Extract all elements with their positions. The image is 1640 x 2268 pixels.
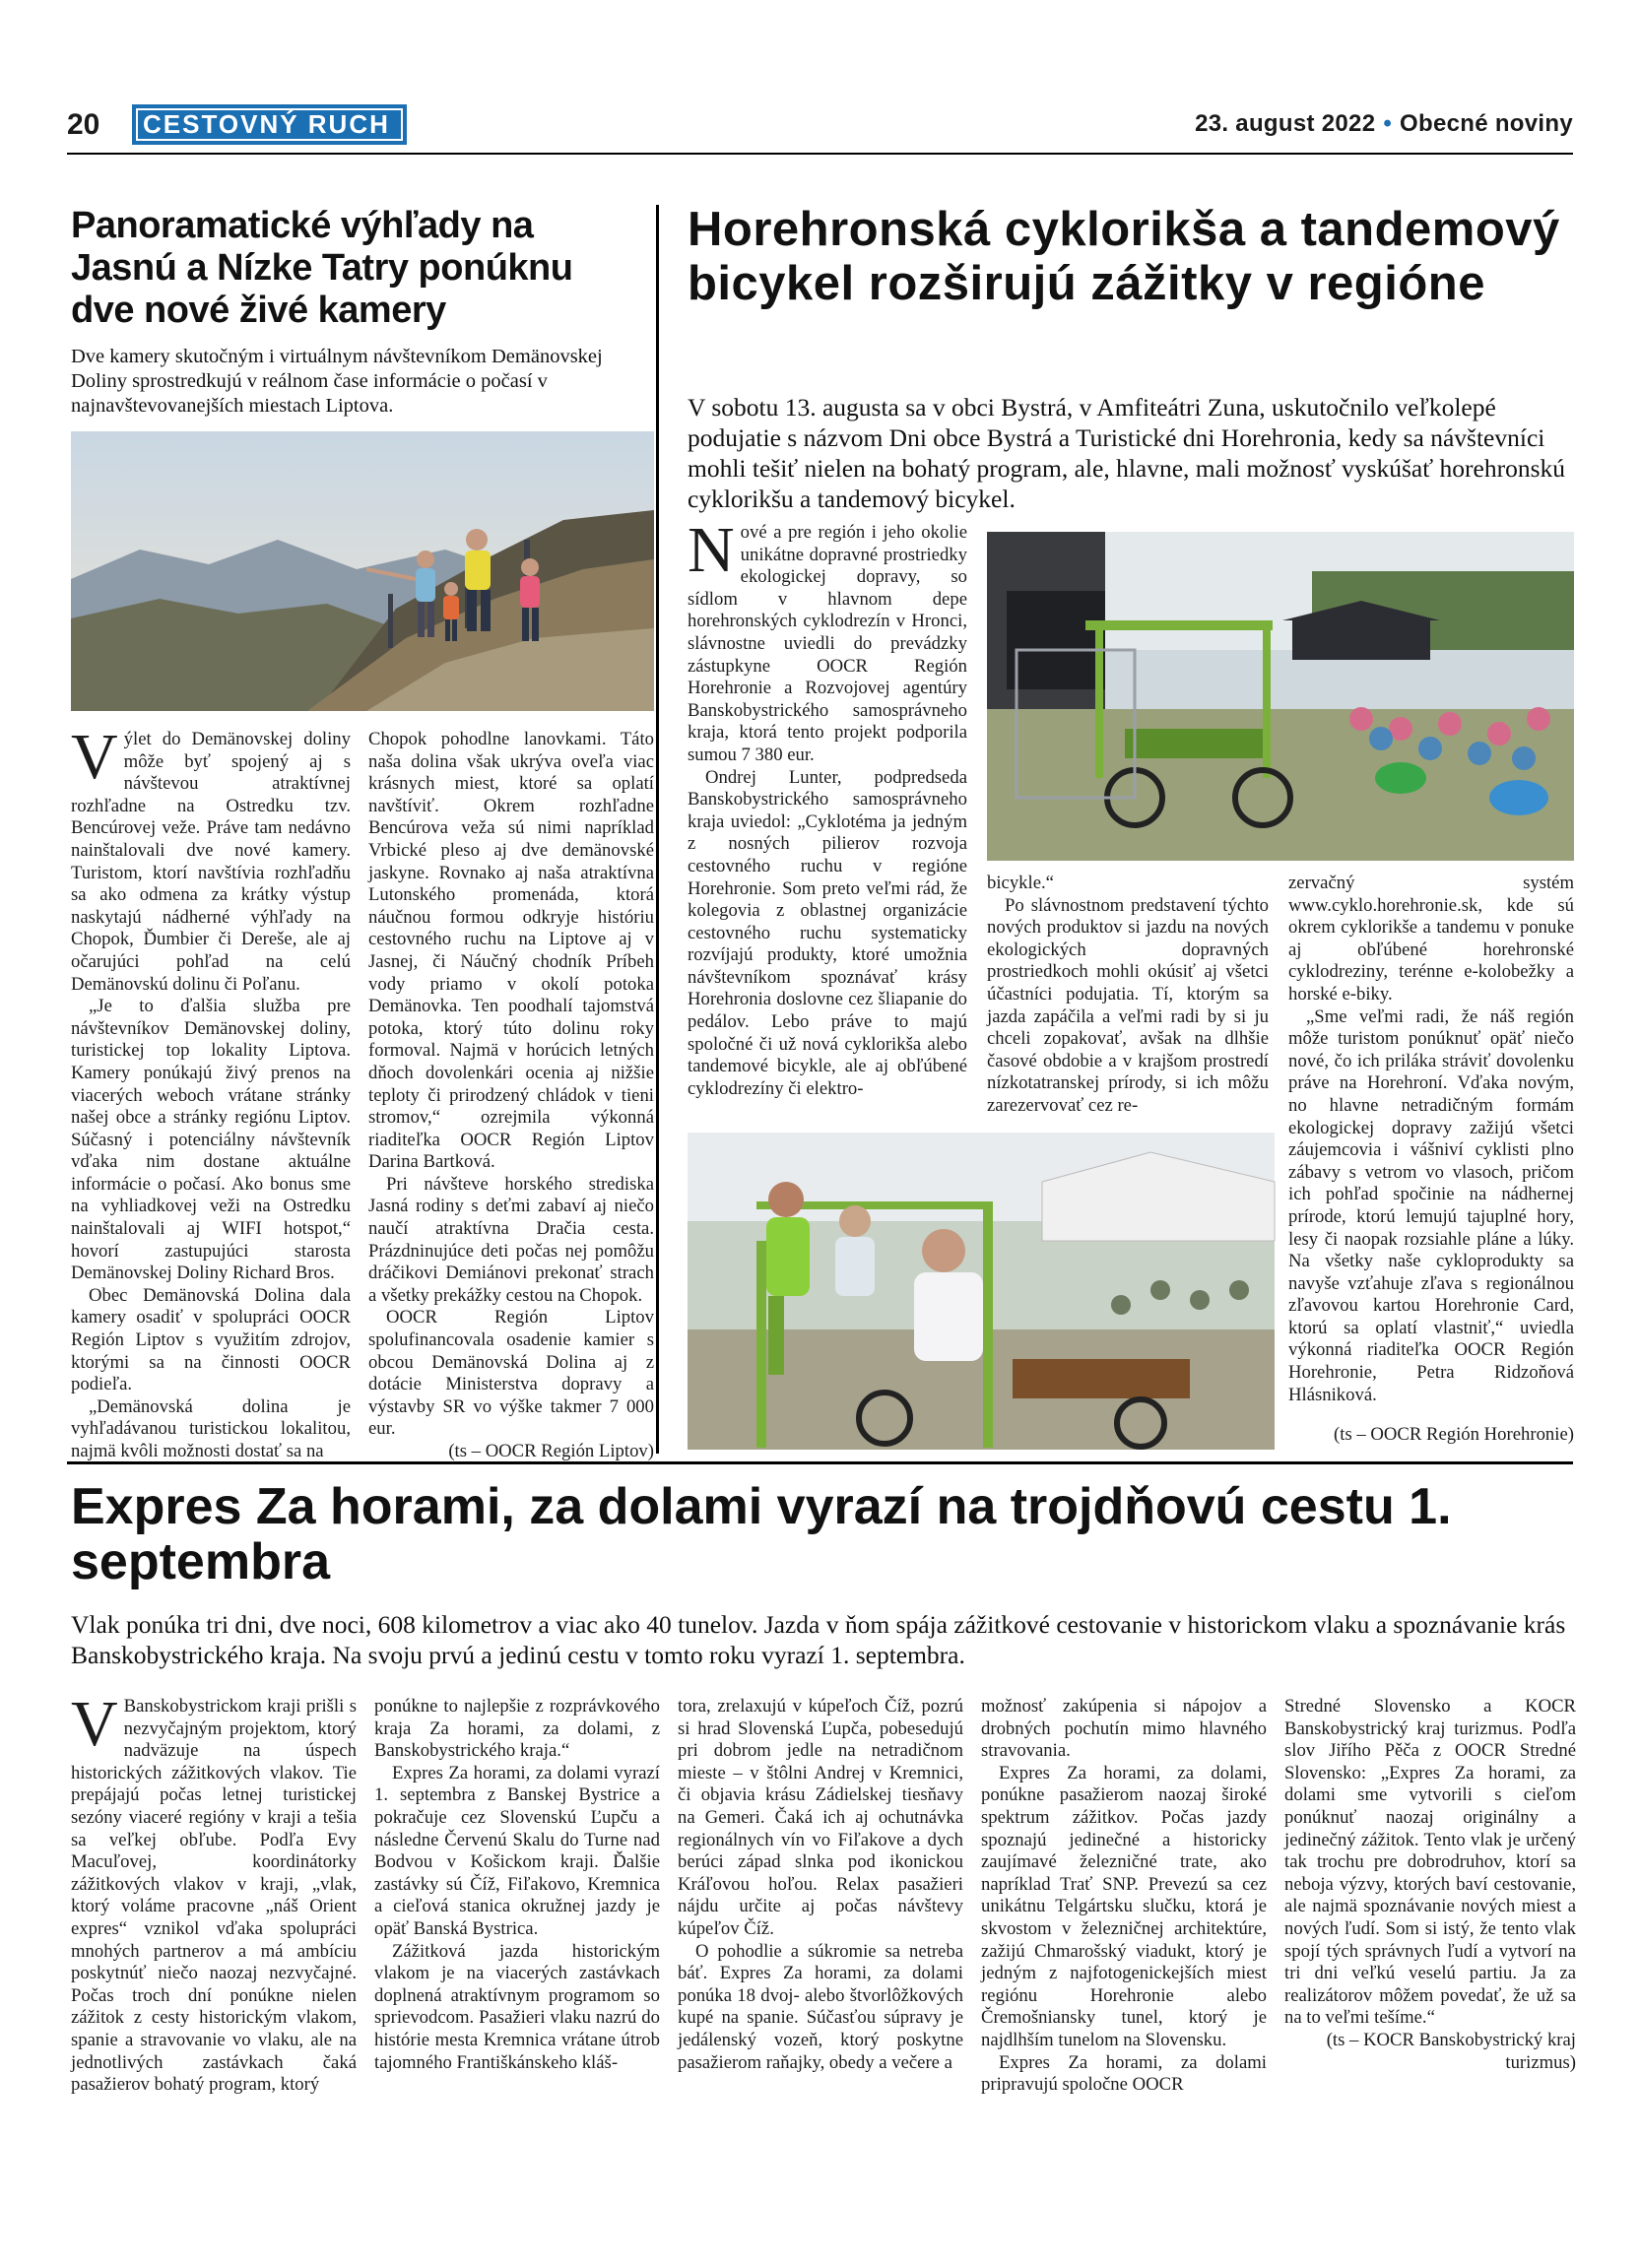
page-number: 20	[67, 108, 100, 141]
drop-cap: V	[71, 1688, 118, 1760]
paragraph-text: ýlet do Demänovskej doliny môže byť spojený aj s návštevou atraktívnej rozhľadne na Ostredku tzv. Bencúrovej veže. Práve tam nedávno nainštalovali dve nové kamery. Turistom, ktorí navštívia rozhľadňu sa ako odmena za krátky výstup naskytajú nádherné výhľady na Chopok, Ďumbier či Dereše, ale aj očarujúci pohľad na celú Demänovskú dolinu či Poľanu.	[71, 729, 351, 995]
paragraph: Zážitková jazda historickým vlakom je na viacerých zastávkach doplnená atraktívnym programom so sprievodcom. Pasažieri vlaku nazrú do histórie mesta Kremnica vrátane útrob tajomného Františkánskeho kláš-	[374, 1940, 660, 2073]
paragraph: OOCR Región Liptov spolufinancovala osadenie kamier s obcou Demänovská Dolina aj z dotácie Ministerstva dopravy a výstavby SR vo výške takmer 7 000 eur.	[368, 1307, 654, 1440]
paragraph: „Demänovská dolina je vyhľadávanou turistickou lokalitou, najmä kvôli možnosti dostať sa na	[71, 1395, 351, 1461]
hikers-photo	[71, 431, 654, 711]
article-bottom-column-1	[71, 1688, 357, 2208]
tandem-bike-riders-illustration	[688, 1133, 1275, 1450]
hikers-on-ridge-illustration	[71, 431, 654, 711]
article-bottom-title: Expres Za horami, za dolami vyrazí na trojdňovú cestu 1. septembra	[71, 1478, 1452, 1590]
article-left-title: Panoramatické výhľady na Jasnú a Nízke Tatry ponúknu dve nové živé kamery	[71, 205, 573, 331]
publication-name: Obecné noviny	[1400, 110, 1573, 137]
section-label: CESTOVNÝ RUCH	[132, 104, 407, 145]
drop-cap: N	[688, 514, 735, 586]
paragraph-text: Banskobystrickom kraji prišli s nezvyčajným projektom, ktorý nadväzuje na úspech historických zážitkových vlakov. Tie prepájajú počas letnej turistickej sezóny viaceré regióny v kraji a tešia sa veľkej obľube. Podľa Evy Macuľovej, koordinátorky zážitkových vlakov v kraji, „vlak, ktorý voláme pracovne „náš Orient expres“ vznikol vďaka spolupráci mnohých partnerov a má ambíciu poskytnúť niečo naozaj nezvyčajné. Počas troch dní ponúkne nielen zážitok z cesty historickým vlakom, spanie a stravovanie vo vlaku, ale na jednotlivých zastávkach čaká pasažierov bohatý program, ktorý	[71, 1696, 357, 2096]
tandem-bike-photo	[688, 1133, 1275, 1450]
paragraph: bicykle.“	[987, 873, 1054, 893]
article-credit: (ts – OOCR Región Liptov)	[448, 1441, 654, 1461]
article-right-column-3	[1288, 873, 1574, 1424]
paragraph: Expres Za horami, za dolami vyrazí 1. septembra z Banskej Bystrice a pokračuje cez Slovenskú Ľupču a následne Červenú Skalu do Turne nad Bodvou v Košickom kraji. Ďalšie zastávky sú Číž, Fiľakovo, Kremnica a cieľová stanica okružnej jazdy je opäť Banská Bystrica.	[374, 1762, 660, 1939]
paragraph-text: ové a pre región i jeho okolie unikátne dopravné prostriedky ekologickej dopravy, so sídlom v hlavnom depe horehronských cyklodrezín v Hronci, slávnostne uviedli do prevádzky zástupkyne OOCR Región Horehronie a Rozvojovej agentúry Banskobystrického samosprávneho kraja, ktorá tento projekt podporila sumou 7 380 eur.	[688, 522, 967, 765]
rickshaw-at-festival-illustration	[987, 532, 1574, 861]
paragraph	[71, 721, 351, 996]
paragraph	[71, 1688, 357, 2097]
article-left-lead: Dve kamery skutočným i virtuálnym návštevníkom Demänovskej Doliny sprostredkujú v reálnom čase informácie o počasí v najnavštevovanejších miestach Liptova.	[71, 346, 603, 417]
rickshaw-photo	[987, 532, 1574, 861]
article-credit: (ts – OOCR Región Horehronie)	[1334, 1424, 1574, 1445]
article-right-column-1	[688, 514, 967, 1125]
paragraph: Obec Demänovská Dolina dala kamery osadiť v spolupráci OOCR Región Liptov s využitím zdrojov, ktorými sa na činnosti OOCR podieľa.	[71, 1284, 351, 1395]
paragraph: tora, zrelaxujú v kúpeľoch Číž, pozrú si hrad Slovenská Ľupča, pobesedujú pri dobrom jedle na netradičnom mieste – v štôlni Andrej v Kremnici, či objavia krásu Zádielskej tiesňavy na Gemeri. Čaká ich aj ochutnávka regionálnych vín vo Fiľakove a dych berúci západ slnka pod ikonickou Kráľovou hoľou. Relax pasažieri nájdu určite aj počas návštevy kúpeľov Číž.	[678, 1696, 963, 1939]
article-right-title: Horehronská cyklorikša a tandemový bicykel rozširujú zážitky v regióne	[688, 203, 1560, 310]
column-divider	[656, 205, 659, 1454]
paragraph: „Je to ďalšia služba pre návštevníkov Demänovskej doliny, turistickej top lokality Liptova. Kamery ponúkajú živý prenos na viacerých weboch vrátane stránky našej obce a stránky regiónu Liptov. Súčasný i potenciálny návštevník vďaka nim dostane aktuálne informácie o počasí. Ako bonus sme na vyhliadkovej veži na Ostredku nainštalovali aj WIFI hotspot,“ hovorí zastupujúci starosta Demänovskej Doliny Richard Bros.	[71, 996, 351, 1284]
article-credit: (ts – KOCR Banskobystrický kraj turizmus)	[1326, 2029, 1576, 2073]
article-right-lead: V sobotu 13. augusta sa v obci Bystrá, v Amfiteátri Zuna, uskutočnilo veľkolepé podujatie s názvom Dni obce Bystrá a Turistické dni Horehronia, kedy sa návštevníci mohli tešiť nielen na bohatý program, ale, hlavne, mali možnosť vyskúšať horehronskú cyklorikšu a tandemový bicykel.	[688, 393, 1565, 513]
separator-dot: •	[1383, 110, 1393, 137]
article-bottom-column-3	[678, 1696, 963, 2208]
paragraph: Chopok pohodlne lanovkami. Táto naša dolina však ukrýva oveľa viac krásnych miest, ktoré sa oplatí navštíviť. Okrem rozhľadne Bencúrova veža sú nimi napríklad Vrbické pleso aj dve demänovské jaskyne. Rovnako aj naša atraktívna Lutonského promenáda, ktorá náučnou formou odkryje históriu cestovného ruchu na Liptove aj v Jasnej, či Náučný chodník Príbeh vody priamo v okolí potoka Demänovka. Ten poodhalí tajomstvá potoka, ktorý túto dolinu roky formoval. Najmä v horúcich letných dňoch dovolenkári ocenia aj nižšie teploty či prirodzený chládok v tieni stromov,“ ozrejmila výkonná riaditeľka OOCR Región Liptov Darina Bartková.	[368, 729, 654, 1173]
paragraph: ponúkne to najlepšie z rozprávkového kraja Za horami, za dolami, z Banskobystrického kraja.“	[374, 1696, 660, 1762]
header-rule	[67, 153, 1573, 155]
issue-info	[1195, 110, 1573, 138]
paragraph: možnosť zakúpenia si nápojov a drobných pochutín mimo hlavného stravovania.	[981, 1696, 1267, 1762]
paragraph: Pri návšteve horského strediska Jasná rodiny s deťmi zabaví aj niečo naučí atraktívna Dračia cesta. Prázdninujúce deti počas nej pomôžu dráčikovi Demiánovi prekonať strach a všetky prekážky cestou na Chopok.	[368, 1173, 654, 1306]
paragraph: Stredné Slovensko a KOCR Banskobystrický kraj turizmus. Podľa slov Jiřího Pěča z OOCR Stredné Slovensko: „Expres Za horami, za dolami sme vytvorili s cieľom ponúknuť naozaj originálny a jedinečný zážitok. Tento vlak je určený tak trochu pre dobrodruhov, ktorí sa neboja výzvy, ktorých baví cestovanie, ale najmä spoznávanie nových miest a nových ľudí. Som si istý, že tento vlak spojí tých správnych ľudí a vytvorí na tri dni veľkú veselú partiu. Ja za realizátorov môžem povedať, že už sa na to veľmi tešíme.“	[1284, 1696, 1576, 2029]
paragraph: Ondrej Lunter, podpredseda Banskobystrického samosprávneho kraja uviedol: „Cyklotéma ja jedným z nosných pilierov rozvoja cestovného ruchu v regióne Horehronie. Som preto veľmi rád, že kolegovia z oblastnej organizácie cestovného ruchu systematicky rozvíjajú produkty, ktoré umožnia návštevníkom spoznávať krásy Horehronia doslovne cez šliapanie do pedálov. Lebo práve to majú spoločné či už nová cyklorikša alebo tandemové bicykle, ale aj obľúbené cyklodrezíny či elektro-	[688, 766, 967, 1099]
paragraph: zervačný systém www.cyklo.horehronie.sk, kde sú okrem cyklorikše a tandemu v ponuke aj obľúbené horehronské cyklodreziny, terénne e-kolobežky a horské e-biky.	[1288, 873, 1574, 1004]
article-bottom-column-2	[374, 1696, 660, 2208]
paragraph: O pohodlie a súkromie sa netreba báť. Expres Za horami, za dolami ponúka 18 dvoj- alebo štvorlôžkových kupé na spanie. Súčasťou súpravy je jedálenský vozeň, ktorý poskytne pasažierom raňajky, obedy a večere a	[678, 1940, 963, 2073]
paragraph: Po slávnostnom predstavení týchto nových produktov si jazdu na nových ekologických dopravných prostriedkoch mohli okúsiť aj všetci účastníci podujatia. Tí, ktorým sa jazda zapáčila a veľmi radi by si ju chceli zopakovať, avšak na dlhšie časové obdobie a v krajšom prostredí nízkotatranskej prírody, si ich môžu zarezervovať cez re-	[987, 894, 1269, 1116]
paragraph: Expres Za horami, za dolami pripravujú spoločne OOCR	[981, 2051, 1267, 2096]
paragraph: Expres Za horami, za dolami, ponúkne pasažierom naozaj široké spektrum zážitkov. Počas jazdy spoznajú jedinečné a historicky zaujímavé železničné trate, ako napríklad Trať SNP. Prevezú sa cez unikátnu Telgártsku slučku, ktorá je skvostom v železničnej architektúre, zažijú Chmarošský viadukt, ktorý je jedným z najfotogenickejších miest regiónu Horehronie alebo Čremošniansky tunel, ktorý je najdlhším tunelom na Slovensku.	[981, 1762, 1267, 2050]
section-divider	[67, 1461, 1573, 1464]
article-right-column-2	[987, 873, 1269, 1129]
paragraph: „Sme veľmi radi, že náš región môže turistom ponúknuť opäť niečo nové, čo ich priláka stráviť dovolenku práve na Horehroní. Vďaka novým, no hlavne netradičným formám ekologickej dopravy zažijú všetci záujemcovia i vášniví cyklisti plno zábavy s vetrom vo vlasoch, pričom ich pohľad spočinie na nádhernej prírode, ktorú lemujú tajuplné hory, lesy či naopak rozsiahle pláne a lúky. Na všetky naše cykloprodukty sa navyše vzťahuje zľava s regionálnou zľavovou kartou Horehronie Card, ktorú sa oplatí vlastniť,“ uviedla výkonná riaditeľka OOCR Región Horehronie, Petra Ridzoňová Hlásniková.	[1288, 1005, 1574, 1405]
article-bottom-lead: Vlak ponúka tri dni, dve noci, 608 kilometrov a viac ako 40 tunelov. Jazda v ňom spája zážitkové cestovanie v historickom vlaku a spoznávanie krás Banskobystrického kraja. Na svoju prvú a jedinú cestu v tomto roku vyrazí 1. septembra.	[71, 1610, 1566, 1669]
drop-cap: V	[71, 721, 118, 793]
page-header	[67, 102, 1573, 148]
paragraph	[688, 514, 967, 767]
article-left-column-2	[368, 729, 654, 1461]
article-bottom-column-5	[1284, 1696, 1576, 2208]
issue-date: 23. august 2022	[1195, 110, 1376, 137]
article-bottom-column-4	[981, 1696, 1267, 2208]
article-left-column-1	[71, 721, 351, 1461]
